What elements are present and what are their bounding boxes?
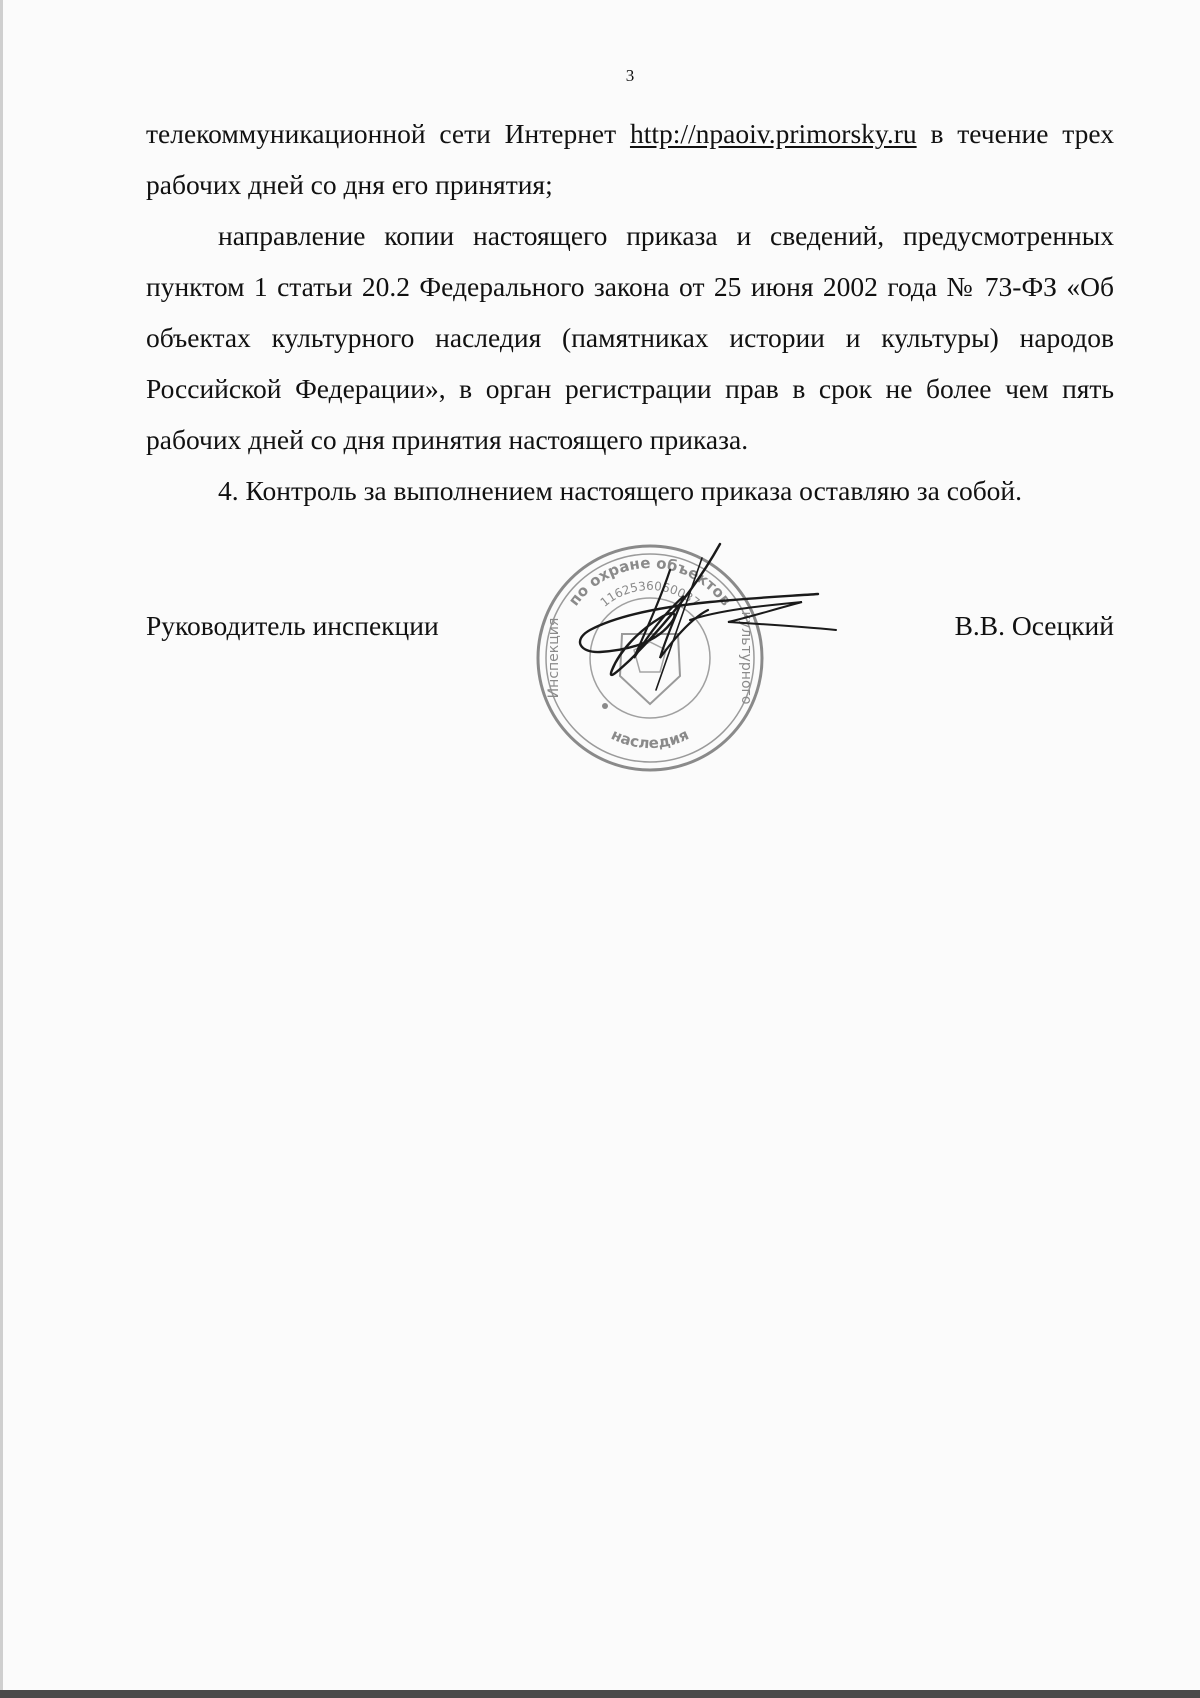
handwritten-signature	[560, 540, 850, 720]
stamp-text-top: по охране объектов	[564, 553, 736, 610]
paragraph-registration: направление копии настоящего приказа и сведений, предусмотренных пунктом 1 статьи 20.2 Федерального закона от 25 июня 2002 года № 73-ФЗ «Об объектах культурного наследия (памятниках истории и культуры) народов Российской Федерации», в орган регистрации прав в срок не более чем пять рабочих дней со дня принятия настоящего приказа.	[146, 220, 1114, 455]
website-link[interactable]: http://npaoiv.primorsky.ru	[629, 118, 917, 149]
paragraph-continuation	[146, 108, 1114, 210]
stamp-number: 1162536060087	[597, 579, 703, 610]
signature-stroke-main	[580, 544, 818, 675]
scan-edge-bottom	[0, 1690, 1200, 1698]
signature-stroke-tail	[690, 602, 836, 630]
signer-position: Руководитель инспекции	[146, 610, 439, 641]
document-body	[146, 108, 1114, 516]
stamp-text-right: культурного	[738, 611, 754, 705]
scan-edge-left	[0, 0, 3, 1698]
signer-name: В.В. Осецкий	[954, 610, 1114, 641]
paragraph-continuation-text: телекоммуникационной сети Интернет	[146, 118, 630, 149]
paragraph-continuation-tail: в течение трех рабочих дней со дня его принятия;	[146, 118, 1114, 200]
page-number: 3	[625, 66, 635, 85]
stamp-text-bottom: наследия	[608, 725, 692, 753]
stamp-text-left: Инспекция	[546, 617, 562, 699]
paragraph-control: 4. Контроль за выполнением настоящего приказа оставляю за собой.	[218, 475, 1023, 506]
